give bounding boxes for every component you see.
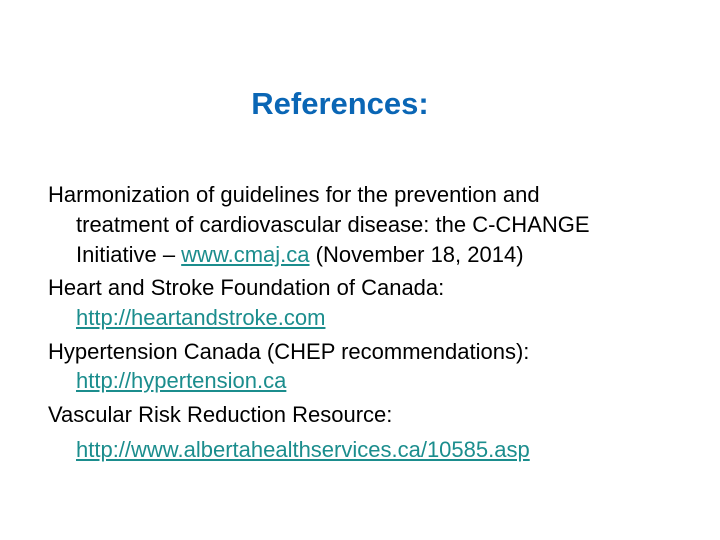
reference-1-date: (November 18, 2014) (309, 242, 524, 267)
reference-1-line-2: treatment of cardiovascular disease: the C-CHANGE (76, 212, 590, 237)
cmaj-link[interactable]: www.cmaj.ca (181, 242, 310, 267)
heartandstroke-link[interactable]: http://heartandstroke.com (76, 305, 326, 330)
reference-1-line-1: Harmonization of guidelines for the prevention and (48, 182, 540, 207)
reference-3-link-line (76, 368, 286, 394)
reference-2-text: Heart and Stroke Foundation of Canada: (48, 275, 445, 300)
slide-title: References: (251, 86, 429, 121)
reference-4-link-line (76, 437, 530, 463)
reference-1-prefix: Initiative – (76, 242, 182, 267)
reference-1-line-3 (76, 242, 524, 268)
albertahealthservices-link[interactable]: http://www.albertahealthservices.ca/10585.asp (76, 437, 530, 462)
reference-2-link-line (76, 305, 325, 331)
reference-4-text: Vascular Risk Reduction Resource: (48, 402, 393, 427)
hypertension-link[interactable]: http://hypertension.ca (76, 368, 287, 393)
reference-3-text: Hypertension Canada (CHEP recommendations): (48, 339, 530, 364)
